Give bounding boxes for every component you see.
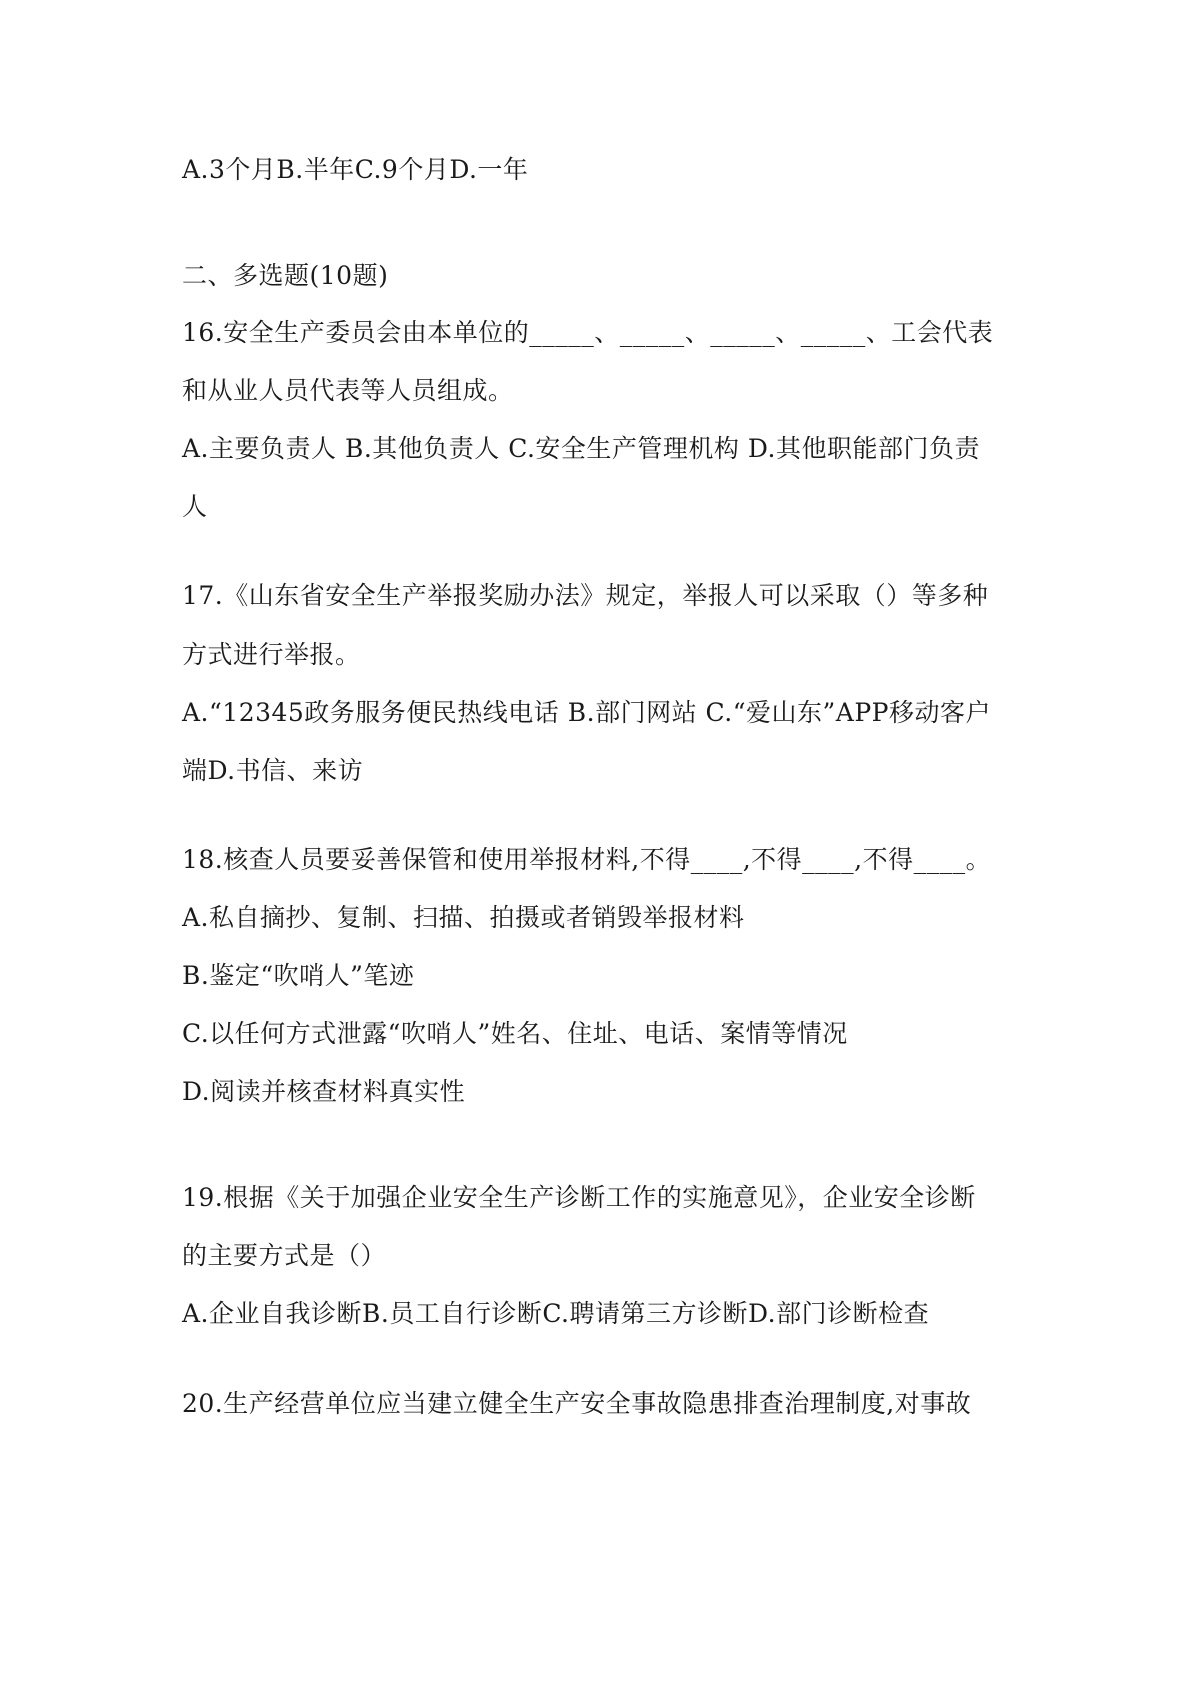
q16-options-line-2: 人 [182, 492, 208, 521]
q19-text-line-2: 的主要方式是（） [182, 1241, 387, 1270]
q17-text-line-2: 方式进行举报。 [182, 640, 361, 669]
q17-text-line-1: 17.《山东省安全生产举报奖励办法》规定，举报人可以采取（）等多种 [182, 581, 989, 610]
q18-option-d: D.阅读并核查材料真实性 [182, 1077, 466, 1106]
q18-option-c: C.以任何方式泄露“吹哨人”姓名、住址、电话、案情等情况 [182, 1019, 848, 1048]
q20-text-line-1: 20.生产经营单位应当建立健全生产安全事故隐患排查治理制度,对事故 [182, 1389, 972, 1418]
q15-options: A.3个月B.半年C.9个月D.一年 [182, 155, 529, 184]
q16-text-line-1: 16.安全生产委员会由本单位的_____、_____、_____、_____、工会代表 [182, 318, 994, 347]
q19-text-line-1: 19.根据《关于加强企业安全生产诊断工作的实施意见》，企业安全诊断 [182, 1183, 976, 1212]
q16-options-line-1: A.主要负责人 B.其他负责人 C.安全生产管理机构 D.其他职能部门负责 [182, 434, 980, 463]
section-heading-multiple-choice: 二、多选题(10题) [182, 261, 389, 290]
q16-text-line-2: 和从业人员代表等人员组成。 [182, 376, 514, 405]
q17-options-line-2: 端D.书信、来访 [182, 756, 364, 785]
q18-text: 18.核查人员要妥善保管和使用举报材料,不得____,不得____,不得____。 [182, 845, 992, 874]
q19-options: A.企业自我诊断B.员工自行诊断C.聘请第三方诊断D.部门诊断检查 [182, 1299, 930, 1328]
q17-options-line-1: A.“12345政务服务便民热线电话 B.部门网站 C.“爱山东”APP移动客户 [182, 698, 991, 727]
q18-option-a: A.私自摘抄、复制、扫描、拍摄或者销毁举报材料 [182, 903, 745, 932]
q18-option-b: B.鉴定“吹哨人”笔迹 [182, 961, 415, 990]
